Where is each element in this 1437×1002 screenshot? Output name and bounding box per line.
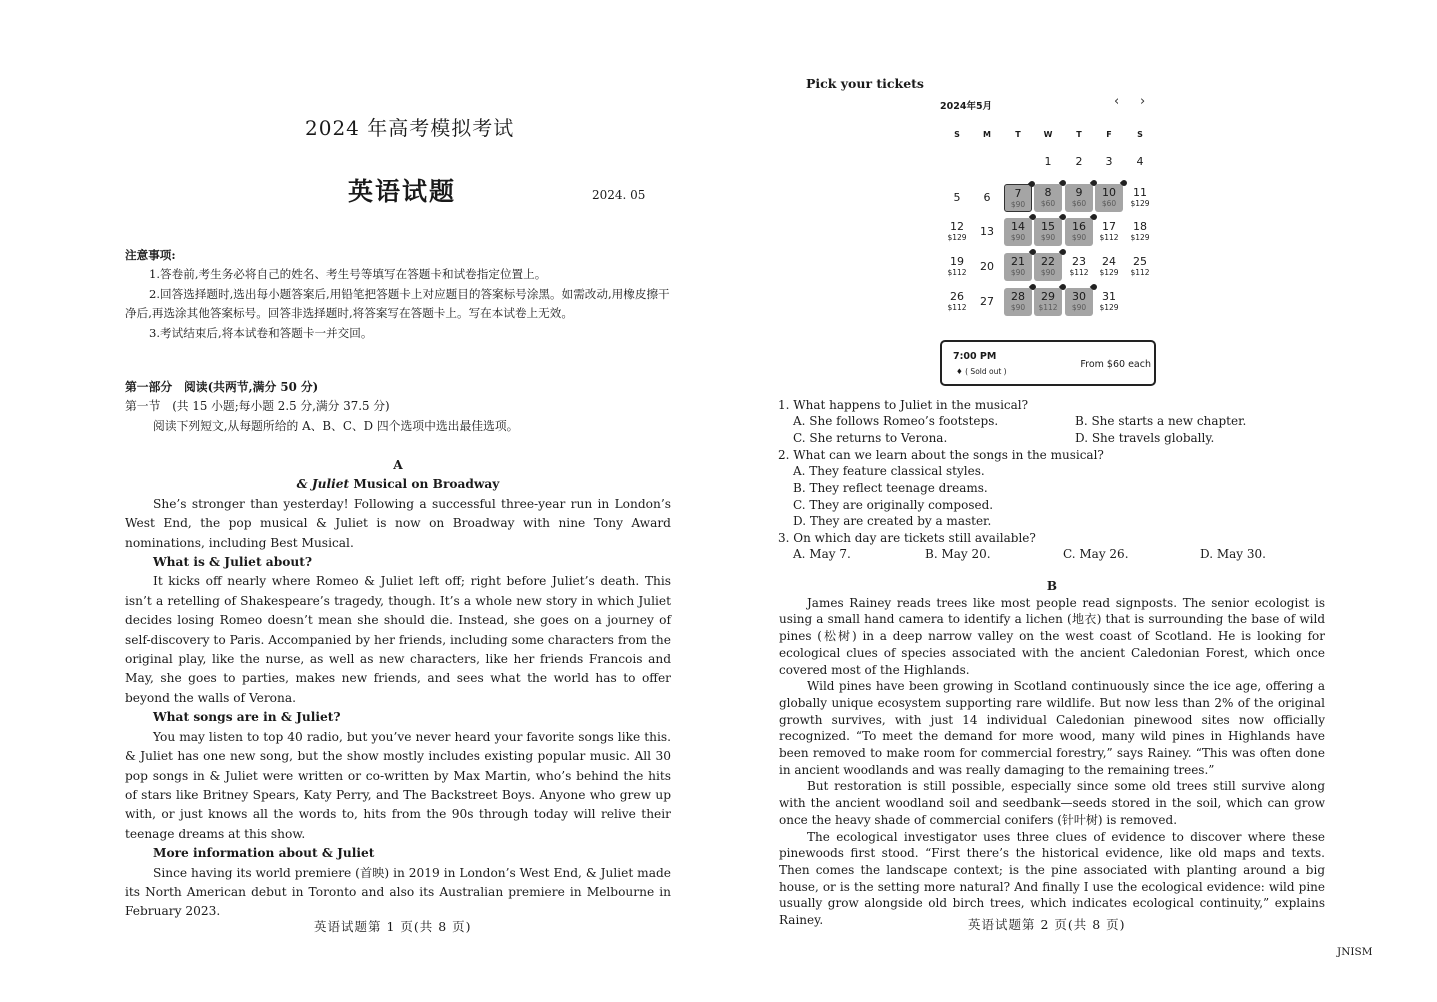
day-number: 25 [1133,255,1147,268]
calendar-day-14[interactable] [1004,218,1032,246]
exam-date: 2024. 05 [592,188,646,202]
day-number: 27 [980,295,994,308]
day-number: 20 [980,260,994,273]
print-code: JNISM [1337,946,1373,958]
day-number: 7 [1014,187,1022,200]
day-number: 6 [983,191,991,204]
day-number: 9 [1075,186,1083,199]
day-number: 31 [1102,290,1116,303]
calendar-day-4[interactable] [1126,148,1154,176]
exam-title: 2024 年高考模拟考试 [305,116,515,140]
question-1-option-b: B. She starts a new chapter. [1075,414,1247,428]
day-number: 17 [1102,220,1116,233]
day-number: 13 [980,225,994,238]
calendar-day-26[interactable] [943,288,971,316]
question-3-option-d: D. May 30. [1200,547,1266,561]
notice-item-1: 1.答卷前,考生务必将自己的姓名、考生号等填写在答题卡和试卷指定位置上。 [149,267,547,282]
day-price: $90 [1010,233,1026,242]
calendar-day-7[interactable] [1004,184,1032,212]
question-1-option-d: D. She travels globally. [1075,431,1215,445]
instruction: 阅读下列短文,从每题所给的 A、B、C、D 四个选项中选出最佳选项。 [153,418,519,433]
day-price: $129 [1099,268,1119,277]
question-1-stem: 1. What happens to Juliet in the musical? [778,398,1029,412]
day-price: $112 [1038,303,1058,312]
calendar-day-15[interactable] [1034,218,1062,246]
calendar-day-31[interactable] [1095,288,1123,316]
passage-a-para-3: You may listen to top 40 radio, but you’ve never heard your favorite songs like this. & Juliet has one new song, but the show mostly includes existing popular music. All 30 pop songs in & Juliet were written or co-written by Max Martin, who’s behind the hits of stars like Britney Spears, Katy Perry, and The Backstreet Boys. Anyone who grew up with, or just knows all the words to, hits from the 90s through today will relive their teenage dreams at this show. [125,729,671,841]
day-number: 26 [950,290,964,303]
day-number: 30 [1072,290,1086,303]
day-number: 14 [1011,220,1025,233]
day-number: 28 [1011,290,1025,303]
passage-b [779,578,1325,929]
calendar-day-29[interactable] [1034,288,1062,316]
day-price: $90 [1010,303,1026,312]
calendar-day-25[interactable] [1126,253,1154,281]
day-price: $112 [1099,233,1119,242]
day-price: $129 [1130,199,1150,208]
calendar-day-23[interactable] [1065,253,1093,281]
calendar-day-16[interactable] [1065,218,1093,246]
calendar-day-28[interactable] [1004,288,1032,316]
chevron-right-icon[interactable]: › [1140,94,1146,109]
calendar-day-2[interactable] [1065,148,1093,176]
passage-a-title-rest: Musical on Broadway [349,477,500,492]
subject-title: 英语试题 [348,177,457,206]
day-number: 15 [1041,220,1055,233]
calendar-day-10[interactable] [1095,184,1123,212]
chevron-left-icon[interactable]: ‹ [1114,94,1120,109]
day-number: 21 [1011,255,1025,268]
page-footer-2: 英语试题第 2 页(共 8 页) [968,917,1126,932]
ticket-status-text: ( Sold out ) [965,367,1007,376]
day-number: 2 [1075,155,1083,168]
question-3-option-b: B. May 20. [925,547,991,561]
calendar-month: 2024年5月 [940,101,993,112]
day-number: 18 [1133,220,1147,233]
day-number: 1 [1044,155,1052,168]
day-price: $90 [1040,268,1056,277]
section-title: 第一节 (共 15 小题;每小题 2.5 分,满分 37.5 分) [125,399,390,414]
day-number: 5 [953,191,961,204]
weekday-label: W [1043,130,1053,139]
question-2-option-b: B. They reflect teenage dreams. [793,481,988,495]
tag-icon: ♦ [956,367,963,376]
day-price: $129 [1130,233,1150,242]
weekday-label: T [1076,130,1082,139]
weekday-label: S [1137,130,1143,139]
day-number: 11 [1133,186,1147,199]
passage-a-heading-2: What songs are in & Juliet? [153,710,341,725]
day-number: 12 [950,220,964,233]
day-number: 19 [950,255,964,268]
calendar-day-22[interactable] [1034,253,1062,281]
notice-item-2: 2.回答选择题时,选出每小题答案后,用铅笔把答题卡上对应题目的答案标号涂黑。如需改动,用橡皮擦干净后,再选涂其他答案标号。回答非选择题时,将答案写在答题卡上。写在本试卷上无效。 [125,286,670,321]
day-number: 24 [1102,255,1116,268]
passage-a-title [125,475,671,494]
passage-b-para-1: James Rainey reads trees like most people read signposts. The senior ecologist is using a small hand camera to identify a lichen (地衣) that is surrounding the base of wild pines (松树) in a deep narrow valley on the west coast of Scotland. He is looking for ecological clues of species associated with the ancient Caledonian Forest, which once covered most of the Highlands. [779,595,1325,677]
day-price: $90 [1010,268,1026,277]
day-price: $90 [1010,200,1026,209]
day-price: $112 [947,303,967,312]
calendar-day-13[interactable] [973,218,1001,246]
day-number: 8 [1044,186,1052,199]
question-1-option-c: C. She returns to Verona. [793,431,948,445]
passage-b-letter: B [1046,579,1058,593]
question-1-option-a: A. She follows Romeo’s footsteps. [793,414,999,428]
calendar-day-20[interactable] [973,253,1001,281]
weekday-label: M [983,130,991,139]
passage-b-para-4: The ecological investigator uses three clues of evidence to discover where these pinewoods first stood. “First there’s the historical evidence, like old maps and texts. Then comes the landscape context; is the pine associated with planting around a big house, or is the setting more natural? And finally I use the ecological evidence: wild pine usually grow alongside old birch trees, which indicates ecological continuity,” explains Rainey. [779,829,1325,928]
weekday-label: F [1106,130,1112,139]
question-2-option-d: D. They are created by a master. [793,514,992,528]
calendar-day-5[interactable] [943,184,971,212]
day-price: $60 [1101,199,1117,208]
calendar-day-21[interactable] [1004,253,1032,281]
passage-a-title-em: & Juliet [296,477,350,492]
passage-a [125,456,671,922]
passage-a-para-4: Since having its world premiere (首映) in 2019 in London’s West End, & Juliet made its North American debut in Toronto and also its Australian premiere in Melbourne in February 2023. [125,865,671,919]
day-price: $60 [1071,199,1087,208]
calendar-day-6[interactable] [973,184,1001,212]
calendar-day-17[interactable] [1095,218,1123,246]
notice-item-3: 3.考试结束后,将本试卷和答题卡一并交回。 [149,325,373,340]
passage-b-para-2: Wild pines have been growing in Scotland continuously since the ice age, offering a globally unique ecosystem supporting rare wildlife. But now less than 2% of the original growth survives, with just 14 individual Caledonian pinewood sites now officially recognized. “To meet the demand for more wood, many wild pines in Highlands have been removed to make room for commercial forestry,” says Rainey. “This was often done in ancient woodlands and was really damaging to the remaining trees.” [779,679,1325,777]
ticket-card[interactable] [940,340,1156,386]
weekday-label: S [954,130,960,139]
notice-section [125,246,671,343]
question-3-stem: 3. On which day are tickets still available? [778,531,1036,545]
part-title: 第一部分 阅读(共两节,满分 50 分) [125,380,319,394]
passage-a-heading-3: More information about & Juliet [153,846,375,861]
day-number: 22 [1041,255,1055,268]
day-number: 29 [1041,290,1055,303]
question-2-option-a: A. They feature classical styles. [793,464,985,478]
day-number: 16 [1072,220,1086,233]
questions-a [778,397,1326,564]
calendar-day-30[interactable] [1065,288,1093,316]
ticket-price: From $60 each [1080,359,1151,370]
day-price: $112 [1069,268,1089,277]
day-number: 4 [1136,155,1144,168]
calendar-day-9[interactable] [1065,184,1093,212]
calendar-day-19[interactable] [943,253,971,281]
day-number: 3 [1105,155,1113,168]
ticket-time: 7:00 PM [953,351,997,362]
part-heading [125,378,671,436]
question-2-stem: 2. What can we learn about the songs in the musical? [778,448,1104,462]
passage-a-heading-1: What is & Juliet about? [153,555,312,570]
question-2 [778,447,1326,530]
passage-a-letter: A [393,458,403,472]
day-price: $90 [1040,233,1056,242]
day-price: $90 [1071,233,1087,242]
weekday-label: T [1015,130,1021,139]
pick-tickets-title: Pick your tickets [806,76,924,91]
question-3-option-a: A. May 7. [793,547,851,561]
calendar-day-12[interactable] [943,218,971,246]
day-number: 23 [1072,255,1086,268]
question-3 [778,530,1326,564]
page-footer-1: 英语试题第 1 页(共 8 页) [314,919,472,934]
day-price: $129 [1099,303,1119,312]
calendar-day-27[interactable] [973,288,1001,316]
notice-title: 注意事项: [125,248,176,262]
day-price: $90 [1071,303,1087,312]
day-price: $112 [947,268,967,277]
calendar-day-24[interactable] [1095,253,1123,281]
question-1 [778,397,1326,447]
calendar-day-1[interactable] [1034,148,1062,176]
passage-a-para-1: She’s stronger than yesterday! Following a successful three-year run in London’s West End, the pop musical & Juliet is now on Broadway with nine Tony Award nominations, including Best Musical. [125,496,671,550]
question-2-option-c: C. They are originally composed. [793,498,994,512]
ticket-status [956,367,1007,376]
day-price: $112 [1130,268,1150,277]
passage-a-para-2: It kicks off nearly where Romeo & Juliet left off; right before Juliet’s death. This isn’t a retelling of Shakespeare’s tragedy, though. It’s a whole new story in which Juliet decides losing Romeo doesn’t mean she should die. Instead, she goes on a journey of self-discovery to Paris. Accompanied by her friends, including some characters from the original play, like the nurse, as well as new characters, like her friends Francois and May, she goes to parties, makes new friends, and sees what the world has to offer beyond the walls of Verona. [125,574,671,705]
calendar-day-11[interactable] [1126,184,1154,212]
passage-b-para-3: But restoration is still possible, especially since some old trees still survive along with the ancient woodland soil and seedbank—seeds stored in the soil, which can grow once the heavy shade of commercial conifers (针叶树) is removed. [779,779,1325,827]
day-price: $129 [947,233,967,242]
calendar-day-3[interactable] [1095,148,1123,176]
calendar-day-18[interactable] [1126,218,1154,246]
day-price: $60 [1040,199,1056,208]
calendar-day-8[interactable] [1034,184,1062,212]
question-3-option-c: C. May 26. [1063,547,1129,561]
day-number: 10 [1102,186,1116,199]
